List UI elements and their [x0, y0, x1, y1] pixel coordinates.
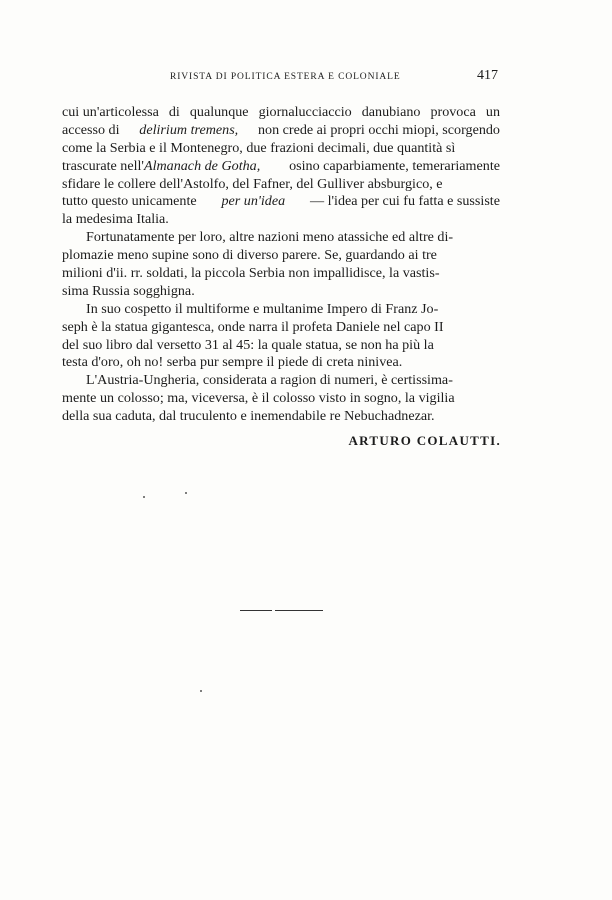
- running-title: RIVISTA DI POLITICA ESTERA E COLONIALE: [170, 72, 401, 82]
- text-line: trascurate nell'Almanach de Gotha, osino caparbiamente, temerariamente: [62, 157, 500, 174]
- text-line: come la Serbia e il Montenegro, due frazioni decimali, due quantità sì: [62, 139, 456, 156]
- text-line: tutto questo unicamente per un'idea — l'idea per cui fu fatta e sussiste: [62, 193, 500, 210]
- text-line: del suo libro dal versetto 31 al 45: la quale statua, se non ha più la: [62, 336, 434, 353]
- article-body: [62, 104, 500, 426]
- scan-speck: [200, 690, 202, 692]
- text-line: la medesima Italia.: [62, 211, 169, 228]
- text-line: Fortunatamente per loro, altre nazioni meno atassiche ed altre di-: [86, 229, 454, 246]
- text-line: testa d'oro, oh no! serba pur sempre il piede di creta ninivea.: [62, 354, 403, 371]
- text-line: In suo cospetto il multiforme e multanime Impero di Franz Jo-: [86, 300, 439, 317]
- text-line: accesso di delirium tremens, non crede ai propri occhi miopi, scorgendo: [62, 121, 500, 138]
- author-signature: ARTURO COLAUTTI.: [348, 433, 501, 448]
- text-line: sima Russia sogghigna.: [62, 282, 195, 299]
- text-line: seph è la statua gigantesca, onde narra il profeta Daniele nel capo II: [62, 318, 444, 335]
- text-line: plomazie meno supine sono di diverso parere. Se, guardando ai tre: [62, 247, 437, 264]
- text-line: milioni d'ii. rr. soldati, la piccola Serbia non impallidisce, la vastis-: [62, 265, 440, 282]
- text-line: sfidare le collere dell'Astolfo, del Fafner, del Gulliver absburgico, e: [62, 175, 443, 192]
- text-line: della sua caduta, dal truculento e inemendabile re Nebuchadnezar.: [62, 408, 435, 425]
- running-head: [62, 70, 498, 88]
- scan-speck: [185, 492, 187, 494]
- text-line: L'Austria-Ungheria, considerata a ragion di numeri, è certissima-: [86, 372, 453, 389]
- end-rule: [240, 610, 272, 611]
- text-line: cui un'articolessa di qualunque giornalucciaccio danubiano provoca un: [62, 104, 500, 120]
- page-number: 417: [477, 68, 498, 83]
- scan-speck: [143, 496, 145, 498]
- text-line: mente un colosso; ma, viceversa, è il colosso visto in sogno, la vigilia: [62, 390, 455, 407]
- end-rule: [275, 610, 323, 611]
